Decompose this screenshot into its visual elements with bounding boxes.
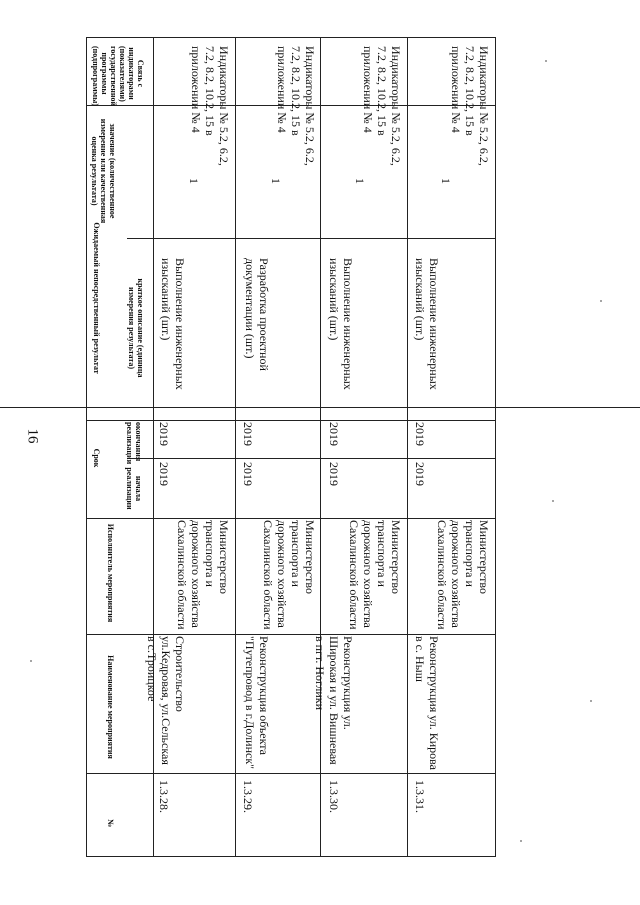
header-term-end: окончания реализации <box>125 422 143 465</box>
cell-num: 1.3.31. <box>413 780 427 813</box>
cell-end: 2019 <box>241 422 255 446</box>
cell-end: 2019 <box>157 422 171 446</box>
cell-start: 2019 <box>327 462 341 486</box>
scan-speck <box>545 60 547 62</box>
cell-num: 1.3.30. <box>327 780 341 813</box>
header-name: Наименование мероприятия <box>106 655 115 759</box>
cell-value: 1 <box>187 178 201 184</box>
cell-value: 1 <box>353 178 367 184</box>
header-num: № <box>106 818 115 828</box>
header-term-start: начала реализации <box>125 467 143 510</box>
row-separator <box>407 38 408 856</box>
scan-speck <box>600 300 602 302</box>
cell-name: Реконструкция ул. Кирова в с. Ныш <box>413 636 441 770</box>
result-sub-line <box>127 238 495 239</box>
header-executor: Исполнитель мероприятия <box>106 523 115 623</box>
cell-end: 2019 <box>327 422 341 446</box>
cell-executor: Министерство транспорта и дорожного хозяйства Сахалинской области <box>261 520 317 630</box>
cell-link: Индикаторы № 5.2, 6.2, 7.2, 8.2, 10.2, 15 в приложении № 4 <box>275 46 317 166</box>
header-link: Связь с индикаторами (показателями) государственной программы (подпрограммы) <box>91 46 145 107</box>
scan-speck <box>520 840 522 842</box>
cell-executor: Министерство транспорта и дорожного хозяйства Сахалинской области <box>435 520 491 630</box>
cell-end: 2019 <box>413 422 427 446</box>
cell-desc: Выполнение инженерных изысканий (шт.) <box>327 258 355 390</box>
col-line <box>87 773 495 774</box>
header-term: Срок <box>92 448 101 468</box>
measures-table <box>86 37 496 857</box>
term-sub-line <box>127 458 495 459</box>
cell-num: 1.3.28. <box>157 780 171 813</box>
scan-speck <box>552 500 554 502</box>
cell-executor: Министерство транспорта и дорожного хозяйства Сахалинской области <box>175 520 231 630</box>
cell-executor: Министерство транспорта и дорожного хозяйства Сахалинской области <box>347 520 403 630</box>
header-result: Ожидаемый непосредственный результат <box>92 222 101 374</box>
cell-name: Строительство ул.Кедровая, ул.Сельская в с.Троицкое <box>145 636 187 765</box>
scan-speck <box>30 660 32 662</box>
col-line <box>87 518 495 519</box>
cell-desc: Выполнение инженерных изысканий (шт.) <box>413 258 441 390</box>
page-number: 16 <box>24 428 41 444</box>
cell-link: Индикаторы № 5.2, 6.2, 7.2, 8.2, 10.2, 15 в приложении № 4 <box>189 46 231 166</box>
cell-link: Индикаторы № 5.2, 6.2, 7.2, 8.2, 10.2, 15 в приложении № 4 <box>449 46 491 166</box>
cell-value: 1 <box>269 178 283 184</box>
cell-start: 2019 <box>241 462 255 486</box>
cell-start: 2019 <box>413 462 427 486</box>
header-result-value: значение (количественное измерение или качественная оценка результата) <box>90 118 117 224</box>
col-line <box>87 420 495 421</box>
cell-name: Реконструкция объекта "Путепровод в г.Долинск" <box>243 636 271 770</box>
col-line <box>87 634 495 635</box>
cell-value: 1 <box>439 178 453 184</box>
cell-desc: Выполнение инженерных изысканий (шт.) <box>159 258 187 390</box>
cell-link: Индикаторы № 5.2, 6.2, 7.2, 8.2, 10.2, 15 в приложении № 4 <box>361 46 403 166</box>
cell-name: Реконструкция ул. Широкая и ул. Вишневая в пгт. Ноглики <box>313 636 355 765</box>
cell-start: 2019 <box>157 462 171 486</box>
header-result-desc: краткое описание (единица измерения результата) <box>127 278 145 378</box>
cell-desc: Разработка проектной документации (шт.) <box>243 258 271 371</box>
cell-num: 1.3.29. <box>241 780 255 813</box>
scan-speck <box>590 700 592 702</box>
row-separator <box>235 38 236 856</box>
